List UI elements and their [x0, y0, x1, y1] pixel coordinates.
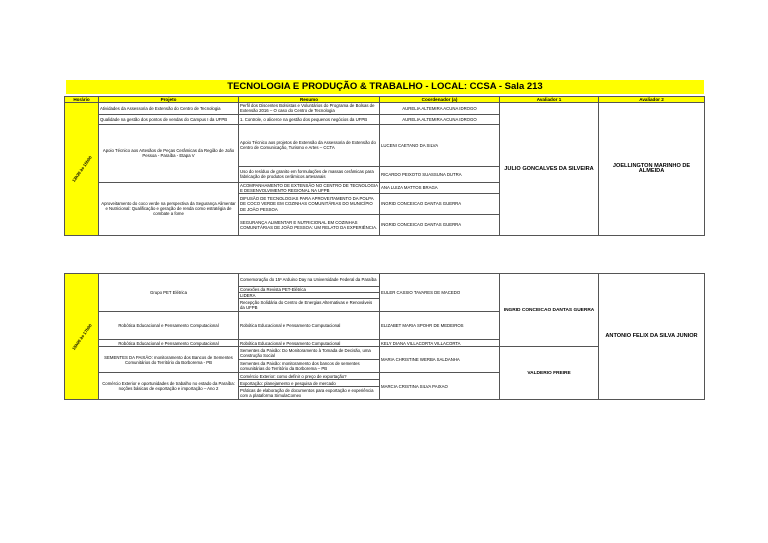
- header-coordenador: Coordenador (a): [380, 97, 500, 103]
- coordinator-cell: MARCIA CRISTINA SILVA PAIXAO: [380, 373, 500, 400]
- project-cell: Grupo PET Elétrica: [99, 274, 239, 312]
- summary-cell: Práticas de elaboração de documentos para exportação e experiência com a plataforma SimulaComex: [239, 387, 380, 400]
- header-avaliador-2: Avaliador 2: [599, 97, 705, 103]
- coordinator-cell: ANA LUIZA MATTOS BRAGA: [380, 182, 500, 193]
- session-1-table: [64, 96, 705, 236]
- project-cell: Atividades da Assessoria de Extensão do Centro de Tecnologia: [99, 103, 239, 114]
- summary-cell: Apoio Técnico aos projetos de Extensão da Assessoria de Extensão do Centro de Comunicação, Turismo e Artes – CCTA: [239, 124, 380, 166]
- project-cell: Comércio Exterior e oportunidades de trabalho no estado da Paraíba: noções básicas de exportação e importação – Ano 2: [99, 373, 239, 400]
- coordinator-cell: LUCENI CAETANO DA SILVA: [380, 124, 500, 166]
- evaluator-1-cell: JULIO GONCALVES DA SILVEIRA: [500, 103, 599, 236]
- coordinator-cell: KELY DIANA VILLACORTA VILLACORTA: [380, 340, 500, 347]
- summary-cell: Comemoração do 15º Arduino Day na Universidade Federal da Paraíba: [239, 274, 380, 287]
- page-title: TECNOLOGIA E PRODUÇÃO & TRABALHO - LOCAL: CCSA - Sala 213: [66, 80, 704, 94]
- table-row: [65, 103, 705, 114]
- time-cell: 13h30 às 15h00: [65, 103, 99, 236]
- coordinator-cell: AURELIA ALTEMIRA ACUNA IDROGO: [380, 114, 500, 124]
- table-row: [65, 274, 705, 287]
- summary-cell: Exportação: planejamento e pesquisa de mercado: [239, 380, 380, 387]
- summary-cell: Conexões da Revista PET-Elétrica: [239, 287, 380, 293]
- project-cell: Aproveitamento do coco verde na perspectiva da Segurança Alimentar e Nutricional: Qualificação e geração de renda como estratégia de combate a fome: [99, 182, 239, 235]
- summary-cell: SEGURANÇA ALIMENTAR E NUTRICIONAL EM COZINHAS COMUNITÁRIAS DE JOÃO PESSOA: UM RELATO DA EXPERIÊNCIA.: [239, 215, 380, 236]
- coordinator-cell: INGRID CONCEICAO DANTAS GUERRA: [380, 215, 500, 236]
- summary-cell: Uso do resíduo de granito em formulações de massas cerâmicas para fabricação de produtos cerâmicos artesanais: [239, 166, 380, 182]
- evaluator-1-cell: VALDERIO FREIRE: [500, 347, 599, 400]
- evaluator-1-cell: INGRID CONCEICAO DANTAS GUERRA: [500, 274, 599, 347]
- project-cell: Apoio Técnico aos Artesãos de Peças Cerâmicas da Região de João Pessoa - Paraíba - Etapa V: [99, 124, 239, 182]
- header-resumo: Resumo: [239, 97, 380, 103]
- summary-cell: Robótica Educacional e Pensamento Computacional: [239, 340, 380, 347]
- time-cell: 15h00 às 17h00: [65, 274, 99, 400]
- evaluator-2-cell: ANTONIO FELIX DA SILVA JUNIOR: [599, 274, 705, 400]
- summary-cell: Comércio Exterior: como definir o preço de exportação?: [239, 373, 380, 380]
- coordinator-cell: EULER CASSIO TAVARES DE MACEDO: [380, 274, 500, 312]
- coordinator-cell: ELIZABET MARIA SPOHR DE MEDEIROS: [380, 312, 500, 340]
- summary-cell: Sementes da Paixão: Do Monitoramento à Tomada de Decisão, uma Construção Social: [239, 347, 380, 360]
- project-cell: SEMENTES DA PAIXÃO: monitoramento dos Bancos de Sementes Comunitários do Território da Borborema - PB: [99, 347, 239, 373]
- summary-cell: ACOMPANHAMENTO DE EXTENSÃO NO CENTRO DE TECNOLOGIA E DESENVOLVIMENTO REGIONAL NA UFPB: [240, 182, 378, 193]
- summary-cell: Sementes da Paixão: monitoramento dos bancos de sementes comunitárias do Território da Borborema – PB: [239, 360, 380, 373]
- coordinator-cell: INGRID CONCEICAO DANTAS GUERRA: [380, 194, 500, 215]
- coordinator-cell: RICARDO PEIXOTO SUASSUNA DUTRA: [380, 166, 500, 182]
- evaluator-2-cell: JOELLINGTON MARINHO DE ALMEIDA: [599, 103, 705, 236]
- coordinator-cell: MARIA CHRISTINE WERBA SALDANHA: [380, 347, 500, 373]
- header-horario: Horário: [65, 97, 99, 103]
- summary-cell: Robótica Educacional e Pensamento Computacional: [239, 312, 380, 340]
- header-projeto: Projeto: [99, 97, 239, 103]
- summary-cell: DIFUSÃO DE TECNOLOGIAS PARA APROVEITAMENTO DA POLPA DE COCO VERDE EM COZINHAS COMUNITÁRIAS DO MUNICÍPIO DE JOÃO PESSOA: [239, 194, 380, 215]
- project-cell: Robótica Educacional e Pensamento Computacional: [99, 340, 239, 347]
- summary-cell: 1. Controle, o alicerce na gestão dos pequenos negócios da UFPB: [239, 114, 380, 124]
- header-avaliador-1: Avaliador 1: [500, 97, 599, 103]
- project-cell: Qualidade na gestão dos pontos de vendas do Campus I da UFPB: [99, 114, 239, 124]
- project-cell: Robótica Educacional e Pensamento Computacional: [99, 312, 239, 340]
- coordinator-cell: AURELIA ALTEMIRA ACUNA IDROGO: [380, 103, 500, 114]
- session-2-table: [64, 273, 705, 400]
- summary-cell: LIDERA: [239, 293, 380, 299]
- summary-cell: Perfil dos Discentes Bolsistas e Voluntários do Programa de Bolsas de Extensão 2016 – O caso do Centro de Tecnologia: [239, 103, 380, 114]
- summary-cell: Recepção Solidária do Centro de Energias Alternativas e Renováveis da UFPB: [239, 299, 380, 312]
